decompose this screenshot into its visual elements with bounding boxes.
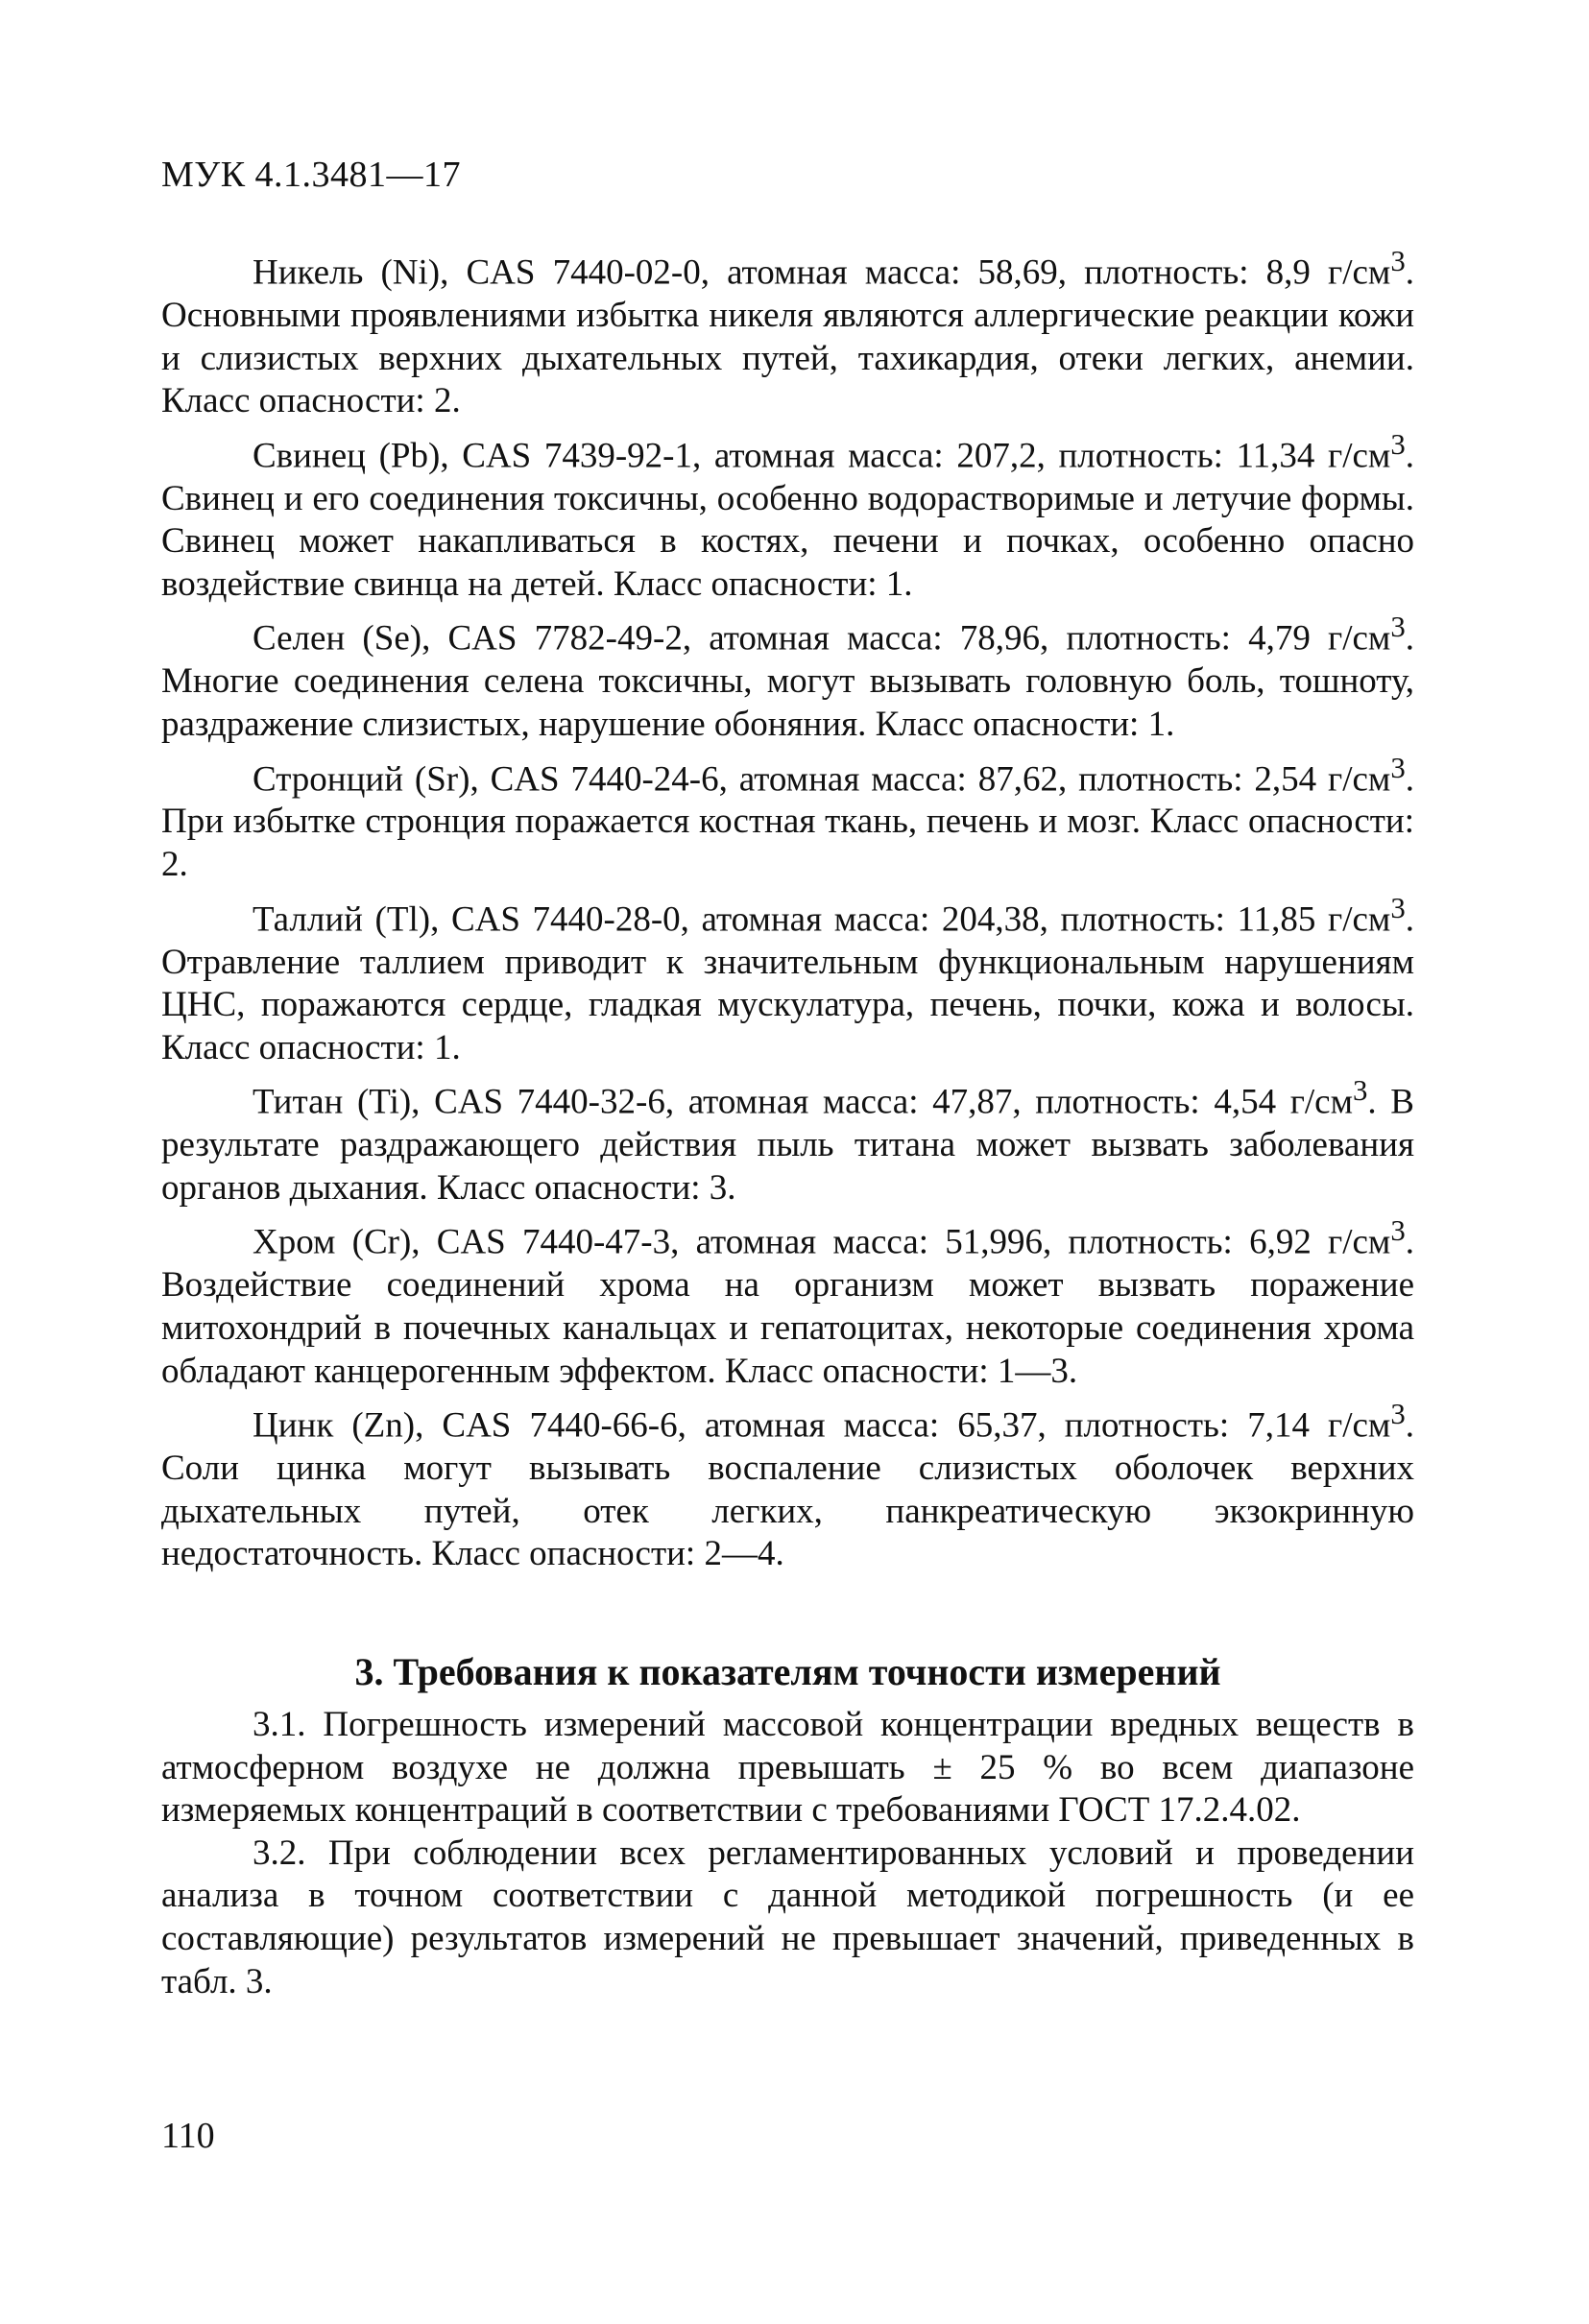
element-intro: Цинк (Zn), CAS 7440-66-6, атомная масса: 65,37, плотность: 7,14 г/см bbox=[253, 1405, 1391, 1446]
superscript: 3 bbox=[1390, 611, 1406, 644]
section-paragraph-3-2: 3.2. При соблюдении всех регламентированных условий и проведении анализа в точном соответствии с данной методикой погрешность (и ее составляющие) результатов измерений не превышает значений, приведенных в табл. 3. bbox=[161, 1833, 1414, 2001]
element-intro: Хром (Cr), CAS 7440-47-3, атомная масса: 51,996, плотность: 6,92 г/см bbox=[253, 1222, 1391, 1262]
element-description: . Отравление таллием приводит к значительным функциональным нарушениям ЦНС, поражаются сердце, гладкая мускулатура, печень, почки, кожа и волосы. Класс опасности: 1. bbox=[161, 898, 1414, 1067]
superscript: 3 bbox=[1390, 891, 1406, 924]
element-description: . При избытке стронция поражается костная ткань, печень и мозг. Класс опасности: 2. bbox=[161, 758, 1414, 885]
element-paragraph-thallium bbox=[161, 887, 1414, 1070]
element-intro: Селен (Se), CAS 7782-49-2, атомная масса: 78,96, плотность: 4,79 г/см bbox=[253, 618, 1391, 659]
element-paragraph-titanium bbox=[161, 1069, 1414, 1210]
superscript: 3 bbox=[1390, 427, 1406, 461]
element-description: . Основными проявлениями избытка никеля являются аллергические реакции кожи и слизистых верхних дыхательных путей, тахикардия, отеки легких, анемии. Класс опасности: 2. bbox=[161, 252, 1414, 421]
element-description: . Свинец и его соединения токсичны, особенно водорастворимые и летучие формы. Свинец может накапливаться в костях, печени и почках, особенно опасно воздействие свинца на детей. Класс опасности: 1. bbox=[161, 436, 1414, 604]
superscript: 3 bbox=[1353, 1074, 1368, 1108]
superscript: 3 bbox=[1390, 1214, 1406, 1248]
document-code-header: МУК 4.1.3481—17 bbox=[161, 155, 462, 195]
section-paragraph-3-1: 3.1. Погрешность измерений массовой концентрации вредных веществ в атмосферном воздухе не должна превышать ± 25 % во всем диапазоне измеряемых концентраций в соответствии с требованиями ГОСТ 17.2.4.02. bbox=[161, 1705, 1414, 1831]
element-paragraph-zinc bbox=[161, 1393, 1414, 1576]
element-description: . Воздействие соединений хрома на организм может вызвать поражение митохондрий в почечных канальцах и гепатоцитах, некоторые соединения хрома обладают канцерогенным эффектом. Класс опасности: 1—3. bbox=[161, 1222, 1414, 1391]
element-intro: Стронций (Sr), CAS 7440-24-6, атомная масса: 87,62, плотность: 2,54 г/см bbox=[253, 758, 1391, 799]
superscript: 3 bbox=[1390, 751, 1406, 784]
element-intro: Таллий (Tl), CAS 7440-28-0, атомная масса: 204,38, плотность: 11,85 г/см bbox=[253, 898, 1391, 939]
element-paragraph-selenium bbox=[161, 606, 1414, 746]
element-paragraph-strontium bbox=[161, 747, 1414, 887]
element-intro: Титан (Ti), CAS 7440-32-6, атомная масса: 47,87, плотность: 4,54 г/см bbox=[253, 1082, 1353, 1122]
section-body bbox=[161, 1704, 1414, 2003]
element-paragraph-chromium bbox=[161, 1210, 1414, 1393]
superscript: 3 bbox=[1390, 1398, 1406, 1431]
element-description: . Соли цинка могут вызывать воспаление слизистых оболочек верхних дыхательных путей, отек легких, панкреатическую экзокринную недостаточность. Класс опасности: 2—4. bbox=[161, 1405, 1414, 1574]
element-intro: Свинец (Pb), CAS 7439-92-1, атомная масса: 207,2, плотность: 11,34 г/см bbox=[253, 436, 1391, 476]
element-description: . Многие соединения селена токсичны, могут вызывать головную боль, тошноту, раздражение слизистых, нарушение обоняния. Класс опасности: 1. bbox=[161, 618, 1414, 744]
superscript: 3 bbox=[1390, 245, 1406, 277]
element-intro: Никель (Ni), CAS 7440-02-0, атомная масса: 58,69, плотность: 8,9 г/см bbox=[253, 252, 1391, 293]
element-description: . В результате раздражающего действия пыль титана может вызвать заболевания органов дыхания. Класс опасности: 3. bbox=[161, 1082, 1414, 1208]
element-paragraph-nickel bbox=[161, 240, 1414, 423]
section-heading: 3. Требования к показателям точности измерений bbox=[354, 1650, 1221, 1693]
element-paragraph-lead bbox=[161, 423, 1414, 607]
elements-list bbox=[161, 240, 1414, 1576]
page-number: 110 bbox=[161, 2116, 215, 2156]
